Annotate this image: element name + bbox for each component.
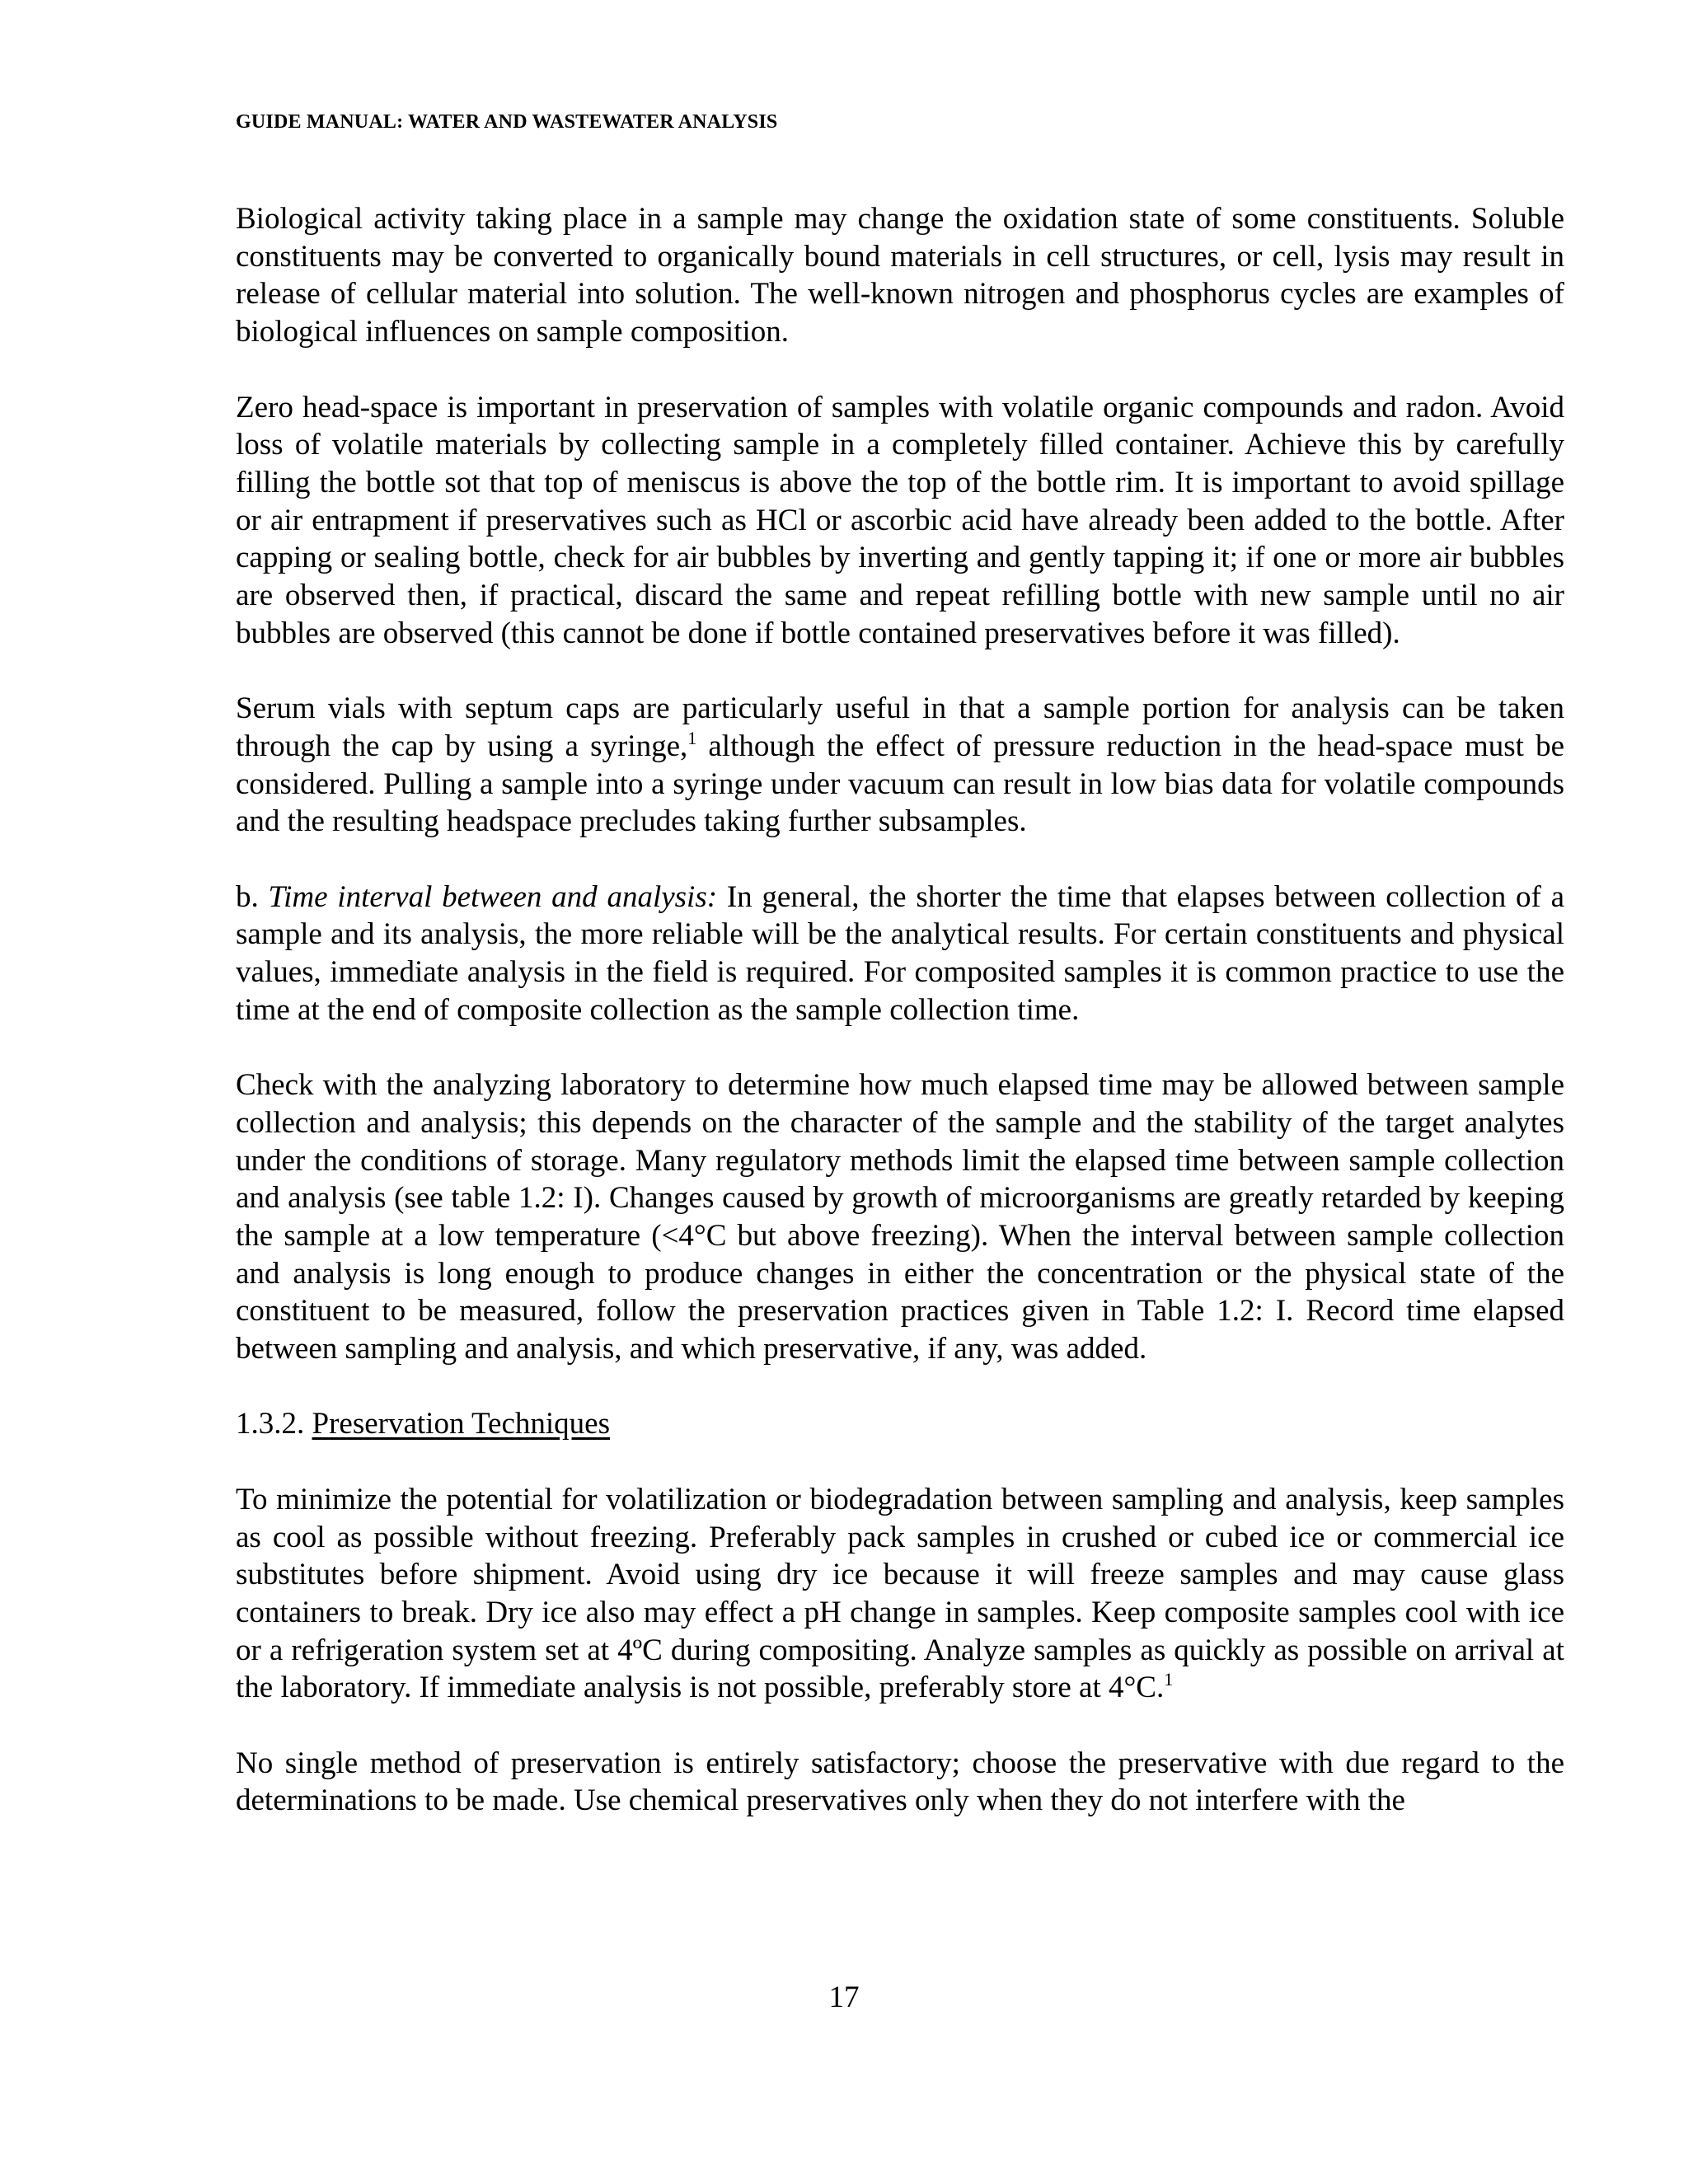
paragraph-minimize-volatilization — [236, 1481, 1564, 1707]
item-text: In general, the shorter the time that elapses between collection of a sample and its analysis, the more reliable will be the analytical results. For certain constituents and physical values, immediate analysis in the field is required. For composited samples it is common practice to use the time at the end of composite collection as the sample collection time. — [236, 879, 1565, 1027]
paragraph-minimize-volatilization-text: To minimize the potential for volatilization or biodegradation between sampling and analysis, keep samples as cool as possible without freezing. Preferably pack samples in crushed or cubed ice or commercial ice substitutes before shipment. Avoid using dry ice because it will freeze samples and may cause glass containers to break. Dry ice also may effect a pH change in samples. Keep composite samples cool with ice or a refrigeration system set at 4ºC during compositing. Analyze samples as quickly as possible on arrival at the laboratory. If immediate analysis is not possible, preferably store at 4°C. — [236, 1482, 1564, 1705]
paragraph-serum-vials-part1: Serum vials with septum caps are particularly useful in that a sample portion for analysis can be taken through the cap by using a syringe, — [236, 691, 1564, 763]
page-number: 17 — [828, 1980, 860, 2014]
paragraph-serum-vials — [236, 690, 1564, 841]
footnote-ref: 1 — [687, 727, 697, 748]
item-title: Time interval between and analysis: — [268, 879, 718, 914]
footnote-ref: 1 — [1164, 1669, 1174, 1690]
body-text — [236, 200, 1564, 1820]
paragraph-analyzing-laboratory: Check with the analyzing laboratory to determine how much elapsed time may be allowed between sample collection and analysis; this depends on the character of the sample and the stability of the target analytes under the conditions of storage. Many regulatory methods limit the elapsed time between sample collection and analysis (see table 1.2: I). Changes caused by growth of microorganisms are greatly retarded by keeping the sample at a low temperature (<4°C but above freezing). When the interval between sample collection and analysis is long enough to produce changes in either the concentration or the physical state of the constituent to be measured, follow the preservation practices given in Table 1.2: I. Record time elapsed between sampling and analysis, and which preservative, if any, was added. — [236, 1068, 1564, 1366]
paragraph-biological-activity: Biological activity taking place in a sample may change the oxidation state of some constituents. Soluble constituents may be converted to organically bound materials in cell structures, or cell, lysis may result in release of cellular material into solution. The well-known nitrogen and phosphorus cycles are examples of biological influences on sample composition. — [236, 202, 1564, 349]
section-number: 1.3.2. — [236, 1407, 312, 1441]
paragraph-no-single-method: No single method of preservation is entirely satisfactory; choose the preservative with due regard to the determinations to be made. Use chemical preservatives only when they do not interfere with the — [236, 1746, 1564, 1818]
paragraph-zero-head-space: Zero head-space is important in preservation of samples with volatile organic compounds and radon. Avoid loss of volatile materials by collecting sample in a completely filled container. Achieve this by carefully filling the bottle sot that top of meniscus is above the top of the bottle rim. It is important to avoid spillage or air entrapment if preservatives such as HCl or ascorbic acid have already been added to the bottle. After capping or sealing bottle, check for air bubbles by inverting and gently tapping it; if one or more air bubbles are observed then, if practical, discard the same and repeat refilling bottle with new sample until no air bubbles are observed (this cannot be done if bottle contained preservatives before it was filled). — [236, 390, 1564, 650]
paragraph-serum-vials-part2: although the effect of pressure reduction in the head-space must be considered. Pulling a sample into a syringe under vacuum can result in low bias data for volatile compounds and the resulting headspace precludes taking further subsamples. — [236, 729, 1564, 839]
running-header: GUIDE MANUAL: WATER AND WASTEWATER ANALYSIS — [236, 111, 778, 133]
section-heading — [236, 1405, 1564, 1443]
section-title: Preservation Techniques — [312, 1407, 610, 1441]
item-label: b. — [236, 879, 269, 914]
paragraph-time-interval — [236, 879, 1564, 1029]
